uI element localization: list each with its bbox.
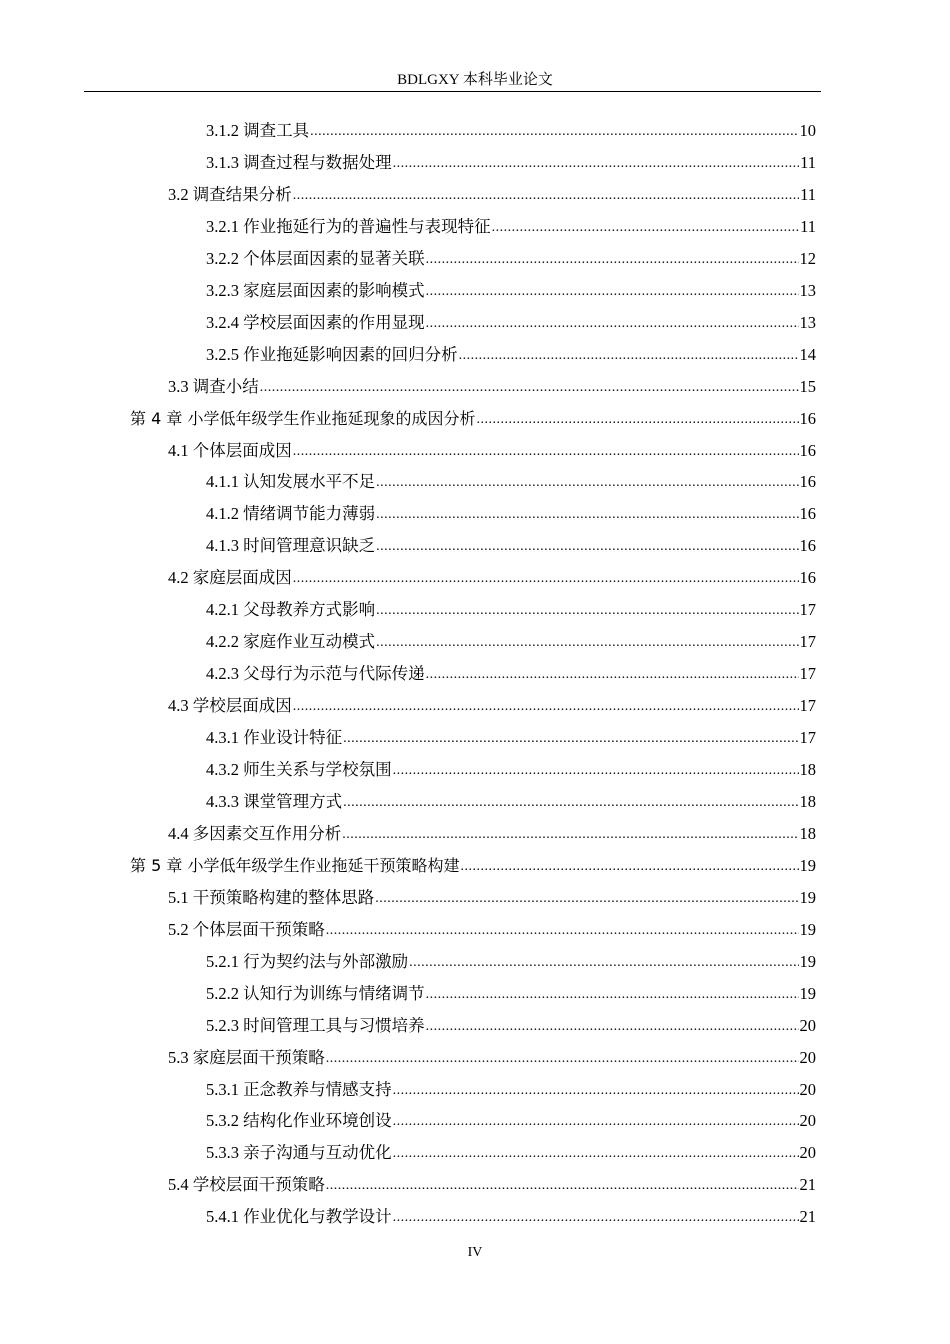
toc-entry-page: 18 xyxy=(799,760,816,779)
toc-entry-page: 16 xyxy=(799,536,816,556)
toc-entry[interactable] xyxy=(206,786,816,818)
toc-leader-dots xyxy=(426,659,799,691)
toc-entry[interactable] xyxy=(206,658,816,690)
toc-leader-dots xyxy=(426,244,799,276)
toc-entry-page: 19 xyxy=(799,919,816,939)
toc-leader-dots xyxy=(343,787,798,819)
toc-entry-page: 16 xyxy=(799,472,816,492)
toc-entry-page: 11 xyxy=(800,152,816,172)
header-rule xyxy=(84,91,821,92)
toc-entry-title: 4.1.2 情绪调节能力薄弱 xyxy=(206,504,376,524)
toc-entry[interactable] xyxy=(168,562,816,594)
toc-entry[interactable] xyxy=(206,211,816,243)
toc-entry[interactable] xyxy=(206,339,816,371)
toc-entry-page: 17 xyxy=(799,728,816,748)
toc-entry-title: 5.2.2 认知行为训练与情绪调节 xyxy=(206,983,425,1003)
toc-entry-title: 3.2.1 作业拖延行为的普遍性与表现特征 xyxy=(206,216,491,236)
toc-entry[interactable] xyxy=(206,754,816,786)
toc-entry-page: 11 xyxy=(800,184,816,204)
toc-entry-page: 17 xyxy=(799,632,816,652)
toc-entry-page: 17 xyxy=(799,664,816,684)
toc-entry-title: 5.1 干预策略构建的整体思路 xyxy=(168,887,375,907)
toc-entry-page: 17 xyxy=(799,600,816,620)
toc-entry-title: 4.4 多因素交互作用分析 xyxy=(168,823,342,843)
toc-entry-title: 4.2.2 家庭作业互动模式 xyxy=(206,632,376,652)
toc-entry[interactable] xyxy=(206,147,816,179)
toc-leader-dots xyxy=(393,1106,799,1138)
toc-entry-title: 5.2 个体层面干预策略 xyxy=(168,919,325,939)
toc-leader-dots xyxy=(376,595,798,627)
toc-leader-dots xyxy=(426,1011,799,1043)
toc-entry[interactable] xyxy=(206,1010,816,1042)
toc-entry-title: 3.3 调查小结 xyxy=(168,376,259,396)
page-header: BDLGXY 本科毕业论文 xyxy=(397,72,553,88)
toc-leader-dots xyxy=(393,1202,799,1234)
toc-entry[interactable] xyxy=(168,179,816,211)
toc-entry[interactable] xyxy=(168,818,816,850)
toc-entry-title: 5.2.3 时间管理工具与习惯培养 xyxy=(206,1015,425,1035)
toc-leader-dots xyxy=(293,180,799,212)
toc-entry-page: 10 xyxy=(799,121,816,140)
toc-entry[interactable] xyxy=(206,530,816,562)
toc-entry-title: 5.4 学校层面干预策略 xyxy=(168,1175,325,1195)
toc-leader-dots xyxy=(460,851,798,883)
toc-entry[interactable] xyxy=(206,498,816,530)
toc-leader-dots xyxy=(343,723,798,755)
toc-entry[interactable] xyxy=(168,435,816,467)
toc-leader-dots xyxy=(409,947,798,979)
toc-entry-title: 3.1.2 调查工具 xyxy=(206,121,310,140)
toc-entry-title: 4.2.1 父母教养方式影响 xyxy=(206,600,376,620)
toc-leader-dots xyxy=(310,116,798,148)
toc-leader-dots xyxy=(342,819,798,851)
toc-entry[interactable] xyxy=(168,882,816,914)
toc-leader-dots xyxy=(426,276,799,308)
toc-entry-page: 20 xyxy=(799,1015,816,1035)
toc-leader-dots xyxy=(293,436,799,468)
toc-entry-title: 第 4 章 小学低年级学生作业拖延现象的成因分析 xyxy=(130,408,476,428)
toc-entry-page: 16 xyxy=(799,408,816,428)
toc-entry[interactable] xyxy=(206,466,816,498)
toc-leader-dots xyxy=(393,148,799,180)
toc-entry-page: 18 xyxy=(799,791,816,811)
toc-entry-page: 16 xyxy=(799,440,816,460)
toc-entry[interactable] xyxy=(168,1169,816,1201)
toc-entry-page: 20 xyxy=(799,1111,816,1131)
toc-entry-page: 16 xyxy=(799,504,816,524)
toc-entry-title: 4.1 个体层面成因 xyxy=(168,440,292,460)
toc-entry[interactable] xyxy=(168,914,816,946)
toc-entry-title: 5.3.3 亲子沟通与互动优化 xyxy=(206,1143,392,1163)
toc-entry[interactable] xyxy=(206,946,816,978)
toc-entry-page: 21 xyxy=(799,1207,816,1227)
toc-entry-page: 19 xyxy=(799,983,816,1003)
toc-entry[interactable] xyxy=(168,1042,816,1074)
page-number: IV xyxy=(467,1245,483,1260)
toc-leader-dots xyxy=(376,627,798,659)
toc-entry-title: 4.3.3 课堂管理方式 xyxy=(206,791,343,811)
toc-entry-title: 5.3 家庭层面干预策略 xyxy=(168,1047,325,1067)
toc-entry-title: 3.2.3 家庭层面因素的影响模式 xyxy=(206,280,425,300)
toc-entry-title: 3.2.4 学校层面因素的作用显现 xyxy=(206,312,425,332)
toc-leader-dots xyxy=(375,883,798,915)
toc-entry-page: 21 xyxy=(799,1175,816,1195)
toc-entry-page: 20 xyxy=(799,1143,816,1163)
toc-entry-page: 20 xyxy=(799,1047,816,1067)
toc-entry-title: 5.3.2 结构化作业环境创设 xyxy=(206,1111,392,1131)
toc-entry-page: 17 xyxy=(799,696,816,716)
toc-entry[interactable] xyxy=(206,1201,816,1233)
toc-leader-dots xyxy=(426,979,799,1011)
toc-entry[interactable] xyxy=(130,850,816,882)
toc-entry-page: 11 xyxy=(800,216,816,236)
toc-leader-dots xyxy=(426,308,799,340)
toc-entry-page: 19 xyxy=(799,855,816,875)
toc-leader-dots xyxy=(260,372,799,404)
toc-entry-title: 3.2 调查结果分析 xyxy=(168,184,292,204)
toc-entry[interactable] xyxy=(168,371,816,403)
toc-entry-page: 14 xyxy=(799,344,816,364)
toc-entry[interactable] xyxy=(206,722,816,754)
toc-entry-title: 5.3.1 正念教养与情感支持 xyxy=(206,1079,392,1099)
toc-entry[interactable] xyxy=(206,978,816,1010)
toc-leader-dots xyxy=(376,531,798,563)
toc-entry-title: 5.2.1 行为契约法与外部激励 xyxy=(206,951,409,971)
toc-entry-title: 3.2.5 作业拖延影响因素的回归分析 xyxy=(206,344,458,364)
toc-entry[interactable] xyxy=(206,115,816,147)
toc-entry-page: 16 xyxy=(799,568,816,588)
toc-leader-dots xyxy=(293,563,799,595)
toc-leader-dots xyxy=(326,1043,799,1075)
toc-entry-title: 4.3 学校层面成因 xyxy=(168,696,292,716)
toc-entry[interactable] xyxy=(206,307,816,339)
toc-entry-title: 4.2 家庭层面成因 xyxy=(168,568,292,588)
toc-leader-dots xyxy=(326,1170,799,1202)
toc-entry-title: 3.1.3 调查过程与数据处理 xyxy=(206,152,392,172)
toc-entry-page: 20 xyxy=(799,1079,816,1099)
toc-entry[interactable] xyxy=(206,626,816,658)
toc-entry[interactable] xyxy=(206,1105,816,1137)
toc-entry-title: 5.4.1 作业优化与教学设计 xyxy=(206,1207,392,1227)
toc-entry-page: 13 xyxy=(799,280,816,300)
toc-leader-dots xyxy=(393,1138,799,1170)
toc-entry-title: 4.1.1 认知发展水平不足 xyxy=(206,472,376,492)
toc-entry-title: 4.2.3 父母行为示范与代际传递 xyxy=(206,664,425,684)
toc-entry-page: 12 xyxy=(799,248,816,268)
toc-entry[interactable] xyxy=(168,690,816,722)
toc-entry[interactable] xyxy=(206,594,816,626)
toc-entry[interactable] xyxy=(206,243,816,275)
toc-entry-page: 15 xyxy=(799,376,816,396)
toc-entry-page: 13 xyxy=(799,312,816,332)
toc-entry-page: 19 xyxy=(799,951,816,971)
toc-entry-title: 第 5 章 小学低年级学生作业拖延干预策略构建 xyxy=(130,855,460,875)
toc-leader-dots xyxy=(393,1075,799,1107)
toc-entry[interactable] xyxy=(206,275,816,307)
toc-leader-dots xyxy=(393,755,799,787)
toc-entry[interactable] xyxy=(206,1137,816,1169)
toc-entry-title: 3.2.2 个体层面因素的显著关联 xyxy=(206,248,425,268)
toc-leader-dots xyxy=(376,499,798,531)
toc-entry-page: 19 xyxy=(799,887,816,907)
toc-entry-page: 18 xyxy=(799,823,816,843)
toc-entry-title: 4.3.1 作业设计特征 xyxy=(206,728,343,748)
toc-leader-dots xyxy=(476,404,798,436)
toc-leader-dots xyxy=(492,212,799,244)
toc-leader-dots xyxy=(459,340,799,372)
toc-entry[interactable] xyxy=(130,403,816,435)
toc-leader-dots xyxy=(326,915,799,947)
toc-entry[interactable] xyxy=(206,1074,816,1106)
toc-leader-dots xyxy=(376,467,798,499)
toc-entry-title: 4.3.2 师生关系与学校氛围 xyxy=(206,760,392,779)
toc-entry-title: 4.1.3 时间管理意识缺乏 xyxy=(206,536,376,556)
toc-leader-dots xyxy=(293,691,799,723)
